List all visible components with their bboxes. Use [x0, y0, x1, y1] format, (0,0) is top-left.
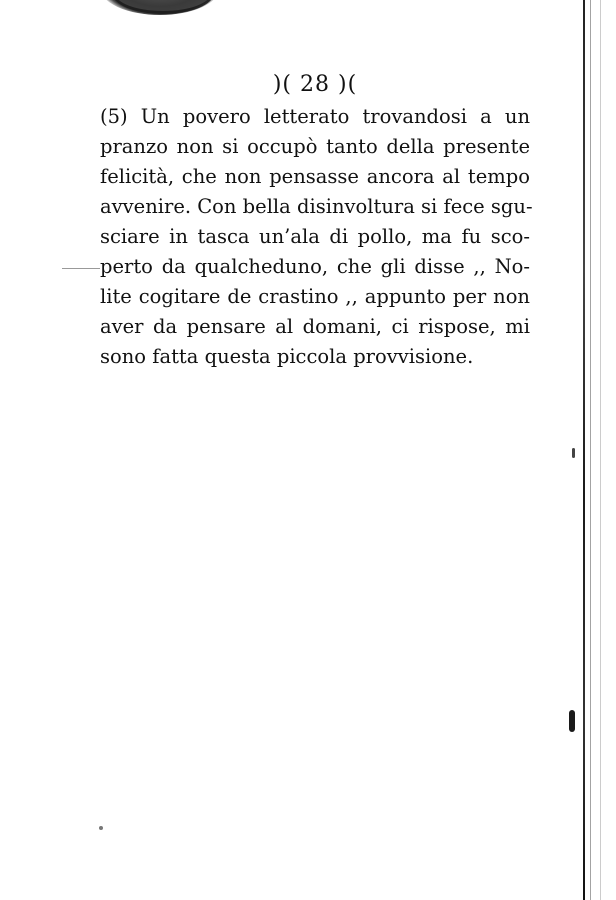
stray-mark [62, 268, 100, 269]
page-edge-shadow-outer [600, 0, 601, 900]
text-line: avvenire. Con bella disinvoltura si fece sgu- [100, 195, 533, 218]
page-edge [583, 0, 585, 900]
text-line: lite cogitare de crastino ,, appunto per non [100, 285, 530, 308]
text-line: perto da qualcheduno, che gli disse ,, No- [100, 255, 530, 278]
edge-ink-dot [572, 448, 575, 458]
edge-ink-mark [569, 710, 575, 732]
text-line: (5) Un povero letterato trovandosi a un [100, 105, 530, 128]
text-line: pranzo non si occupò tanto della presente [100, 135, 530, 158]
page-number-header: )( 28 )( [272, 72, 358, 97]
text-line: sono fatta questa piccola provvisione. [100, 345, 474, 368]
page-edge-shadow [590, 0, 591, 900]
text-line: felicità, che non pensasse ancora al tempo [100, 165, 530, 188]
dust-speck [99, 826, 103, 830]
ink-smudge-ring [112, 0, 214, 14]
text-line: sciare in tasca un’ala di pollo, ma fu sco- [100, 225, 530, 248]
text-line: aver da pensare al domani, ci rispose, mi [100, 315, 530, 338]
footnote-paragraph [100, 102, 533, 372]
